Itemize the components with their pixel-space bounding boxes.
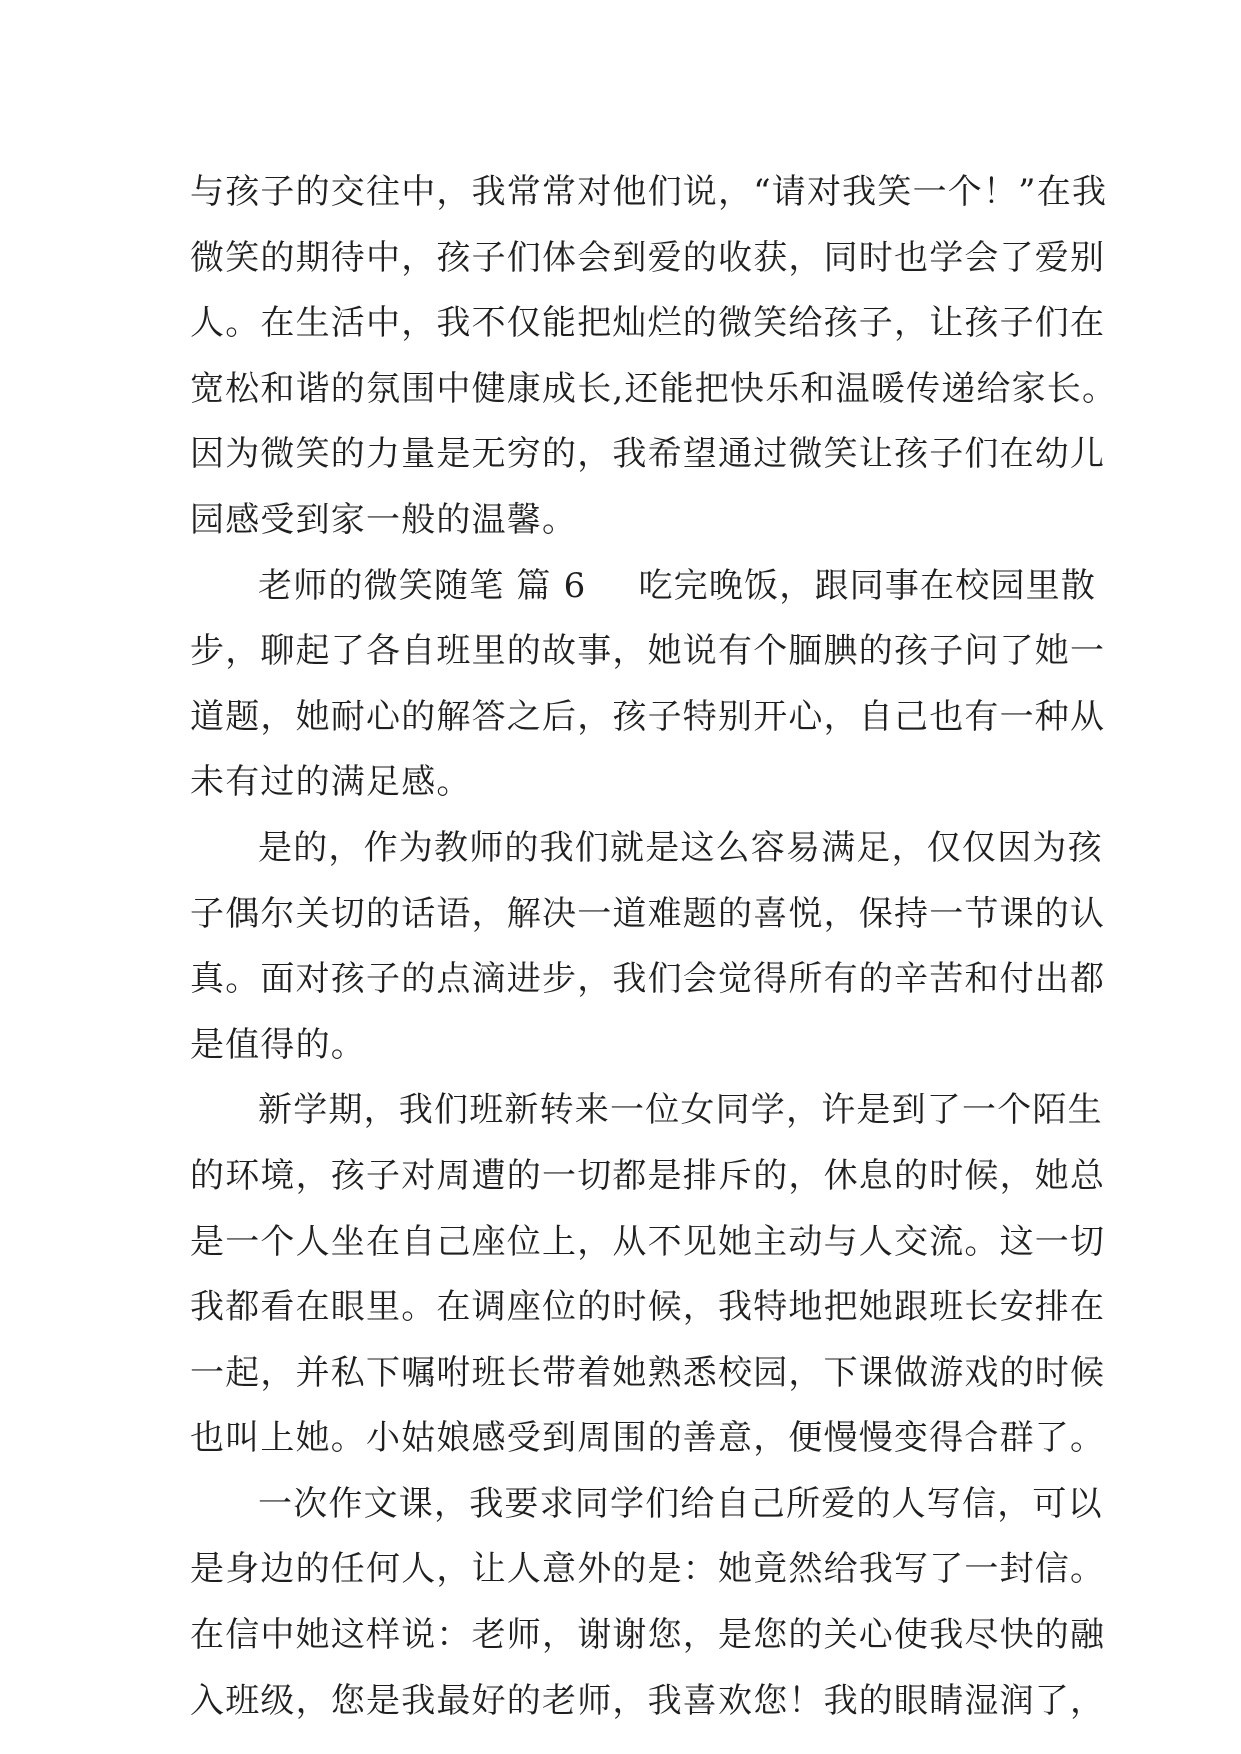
text-line: 在信中她这样说：老师，谢谢您，是您的关心使我尽快的融 bbox=[190, 1615, 1106, 1656]
text-line: 步，聊起了各自班里的故事，她说有个腼腆的孩子问了她一 bbox=[190, 631, 1106, 672]
text-line: 与孩子的交往中，我常常对他们说，“请对我笑一个！”在我 bbox=[190, 172, 1108, 212]
paragraph-section-6 bbox=[190, 554, 1106, 816]
text-line: 子偶尔关切的话语，解决一道难题的喜悦，保持一节课的认 bbox=[190, 893, 1106, 934]
text-line: 一起，并私下嘱咐班长带着她熟悉校园，下课做游戏的时候 bbox=[190, 1352, 1106, 1393]
text-line: 入班级，您是我最好的老师，我喜欢您！我的眼睛湿润了， bbox=[190, 1680, 1106, 1721]
paragraph-smile-exchange bbox=[190, 160, 1118, 554]
text-line: 道题，她耐心的解答之后，孩子特别开心，自己也有一种从 bbox=[190, 696, 1106, 737]
text-line: 园感受到家一般的温馨。 bbox=[190, 499, 578, 540]
text-line: 是一个人坐在自己座位上，从不见她主动与人交流。这一切 bbox=[190, 1221, 1106, 1262]
text-line: 是的，作为教师的我们就是这么容易满足，仅仅因为孩 bbox=[258, 827, 1103, 868]
text-line: 人。在生活中，我不仅能把灿烂的微笑给孩子，让孩子们在 bbox=[190, 303, 1106, 344]
paragraph-letter bbox=[190, 1472, 1106, 1734]
section-heading-line bbox=[190, 554, 1097, 620]
text-line: 宽松和谐的氛围中健康成长,还能把快乐和温暖传递给家长。 bbox=[190, 368, 1118, 409]
text-line: 也叫上她。小姑娘感受到周围的善意，便慢慢变得合群了。 bbox=[190, 1418, 1106, 1459]
text-line: 未有过的满足感。 bbox=[190, 762, 472, 803]
text-line: 因为微笑的力量是无穷的，我希望通过微笑让孩子们在幼儿 bbox=[190, 434, 1106, 475]
paragraph-new-student bbox=[190, 1078, 1106, 1472]
text-line: 的环境，孩子对周遭的一切都是排斥的，休息的时候，她总 bbox=[190, 1155, 1106, 1196]
text-line-start: 吃完晚饭，跟同事在校园里散 bbox=[638, 565, 1097, 606]
text-line: 真。面对孩子的点滴进步，我们会觉得所有的辛苦和付出都 bbox=[190, 959, 1106, 1000]
text-line: 我都看在眼里。在调座位的时候，我特地把她跟班长安排在 bbox=[190, 1287, 1106, 1328]
text-line: 微笑的期待中，孩子们体会到爱的收获，同时也学会了爱别 bbox=[190, 237, 1106, 278]
text-line: 一次作文课，我要求同学们给自己所爱的人写信，可以 bbox=[258, 1483, 1103, 1524]
section-heading: 老师的微笑随笔 篇 6 bbox=[258, 565, 587, 606]
document-body bbox=[190, 160, 1118, 1734]
paragraph-easily-satisfied bbox=[190, 816, 1106, 1078]
text-line: 是值得的。 bbox=[190, 1024, 366, 1065]
text-line: 新学期，我们班新转来一位女同学，许是到了一个陌生 bbox=[258, 1090, 1103, 1131]
text-line: 是身边的任何人，让人意外的是：她竟然给我写了一封信。 bbox=[190, 1549, 1106, 1590]
